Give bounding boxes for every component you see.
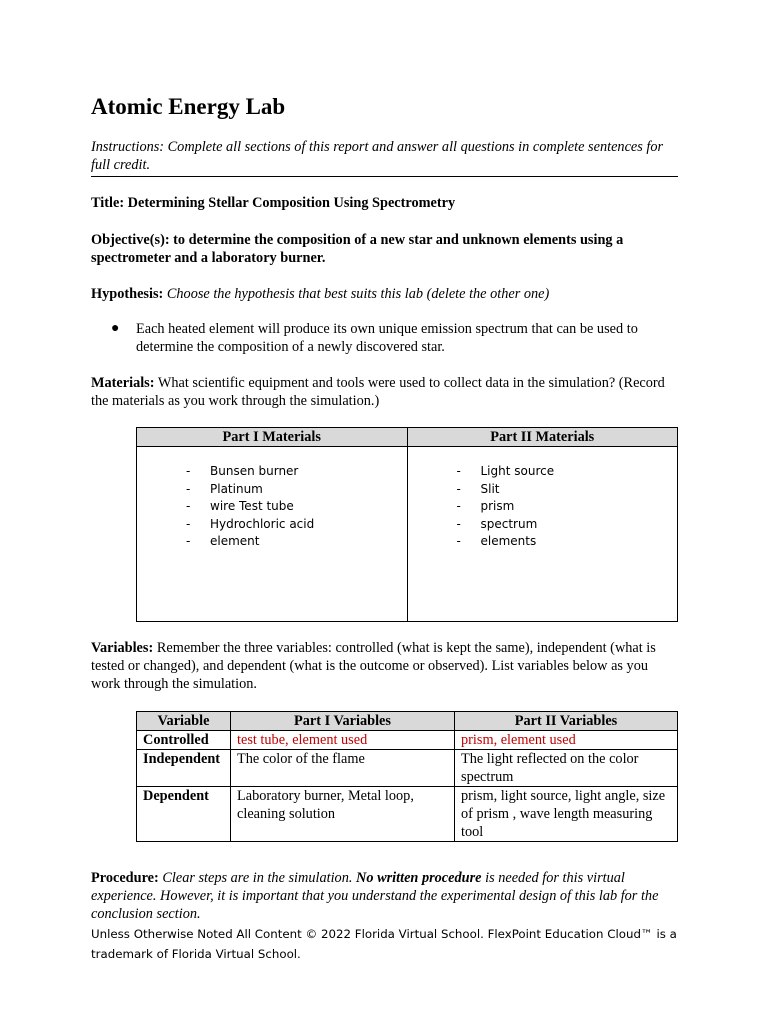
list-item: - element: [186, 533, 314, 551]
materials-table: [136, 427, 678, 622]
variable-label: Dependent: [137, 787, 231, 842]
lab-title: Title: Determining Stellar Composition Using Spectrometry: [91, 195, 456, 211]
variable-part2-cell[interactable]: prism, element used: [455, 731, 678, 750]
hypothesis-line: [91, 285, 678, 303]
variables-label: Variables:: [91, 640, 154, 656]
hypothesis-text: Choose the hypothesis that best suits this lab (delete the other one): [166, 286, 550, 302]
variable-label: Independent: [137, 750, 231, 787]
variable-label: Controlled: [137, 731, 231, 750]
hypothesis-option: Each heated element will produce its own unique emission spectrum that can be used to determine the composition of a newly discovered star.: [136, 321, 638, 355]
list-item: - Hydrochloric acid: [186, 516, 314, 534]
variable-part2-cell[interactable]: The light reflected on the color spectrum: [455, 750, 678, 787]
variable-part1-cell[interactable]: Laboratory burner, Metal loop, cleaning solution: [231, 787, 455, 842]
variables-header-variable: Variable: [137, 712, 231, 731]
list-item: - elements: [457, 533, 555, 551]
variable-part2-cell[interactable]: prism, light source, light angle, size of prism , wave length measuring tool: [455, 787, 678, 842]
materials-cell-part2[interactable]: [407, 447, 678, 622]
table-row: [137, 787, 678, 842]
materials-header-part1: Part I Materials: [137, 428, 408, 447]
table-row: [137, 731, 678, 750]
list-item: - wire Test tube: [186, 498, 314, 516]
instructions: Instructions: Complete all sections of this report and answer all questions in complete sentences for full credit.: [91, 138, 678, 177]
materials-intro: [91, 374, 678, 410]
variable-part1-cell[interactable]: The color of the flame: [231, 750, 455, 787]
materials-header-part2: Part II Materials: [407, 428, 678, 447]
materials-cell-part1[interactable]: [137, 447, 408, 622]
variables-header-part1: Part I Variables: [231, 712, 455, 731]
list-item: - prism: [457, 498, 555, 516]
table-row: [137, 750, 678, 787]
list-item: - Bunsen burner: [186, 463, 314, 481]
list-item: - Platinum: [186, 481, 314, 499]
variables-header-part2: Part II Variables: [455, 712, 678, 731]
procedure-text-2: is needed for this virtual experience. However, it is important that you understand the experimental design of this lab for the conclusion section.: [91, 870, 659, 922]
materials-text: What scientific equipment and tools were used to collect data in the simulation? (Record the materials as you work through the simulation.): [91, 375, 665, 409]
materials-list-part2: [457, 463, 555, 551]
objective: Objective(s): to determine the composition of a new star and unknown elements using a spectrometer and a laboratory burner.: [91, 232, 624, 266]
list-item: - Slit: [457, 481, 555, 499]
copyright-footer: Unless Otherwise Noted All Content © 2022 Florida Virtual School. FlexPoint Education Cloud™ is a trademark of Florida Virtual School.: [91, 927, 677, 961]
materials-list-part1: [186, 463, 314, 551]
list-item: - Light source: [457, 463, 555, 481]
bullet-icon: ●: [111, 321, 120, 336]
procedure-text-1: Clear steps are in the simulation.: [162, 870, 353, 886]
list-item: - spectrum: [457, 516, 555, 534]
page-title: Atomic Energy Lab: [91, 94, 286, 119]
procedure: [91, 869, 678, 923]
procedure-label: Procedure:: [91, 870, 159, 886]
variables-table: [136, 711, 678, 842]
hypothesis-label: Hypothesis:: [91, 286, 164, 302]
variables-intro: [91, 639, 678, 693]
materials-label: Materials:: [91, 375, 155, 391]
variable-part1-cell[interactable]: test tube, element used: [231, 731, 455, 750]
variables-text: Remember the three variables: controlled (what is kept the same), independent (what is tested or changed), and dependent (what is the outcome or observed). List variables below as you work through the simulation.: [91, 640, 656, 692]
procedure-bold: No written procedure: [356, 870, 482, 886]
